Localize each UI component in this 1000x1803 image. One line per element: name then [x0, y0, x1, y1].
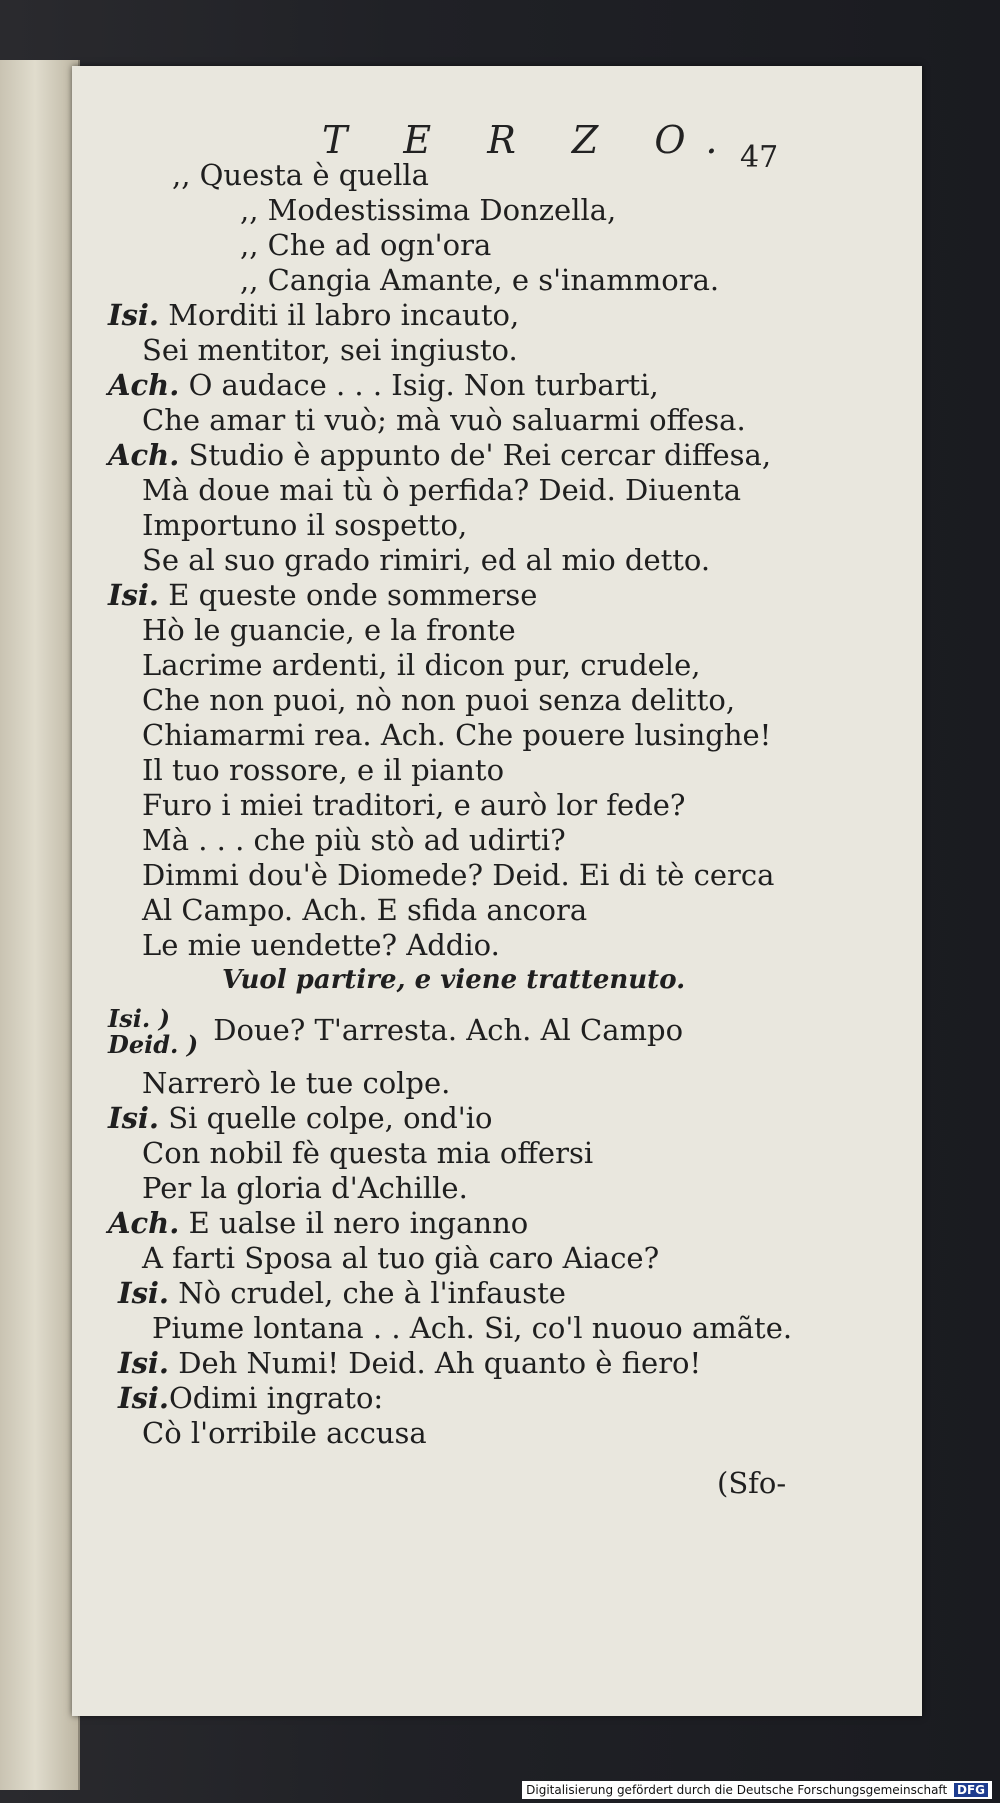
speaker-label: Ach. [108, 438, 180, 472]
text-line: ,, Questa è quella [172, 158, 429, 192]
page-title: T E R Z O. [322, 118, 740, 162]
speaker-label: Isi. [108, 298, 160, 332]
footer-text: Digitalisierung gefördert durch die Deutsche Forschungsgemeinschaft [526, 1783, 948, 1797]
text-line: Isi. Si quelle colpe, ond'io [108, 1101, 493, 1135]
text-line: Al Campo. Ach. E sfida ancora [142, 893, 588, 927]
text-line: Lacrime ardenti, il dicon pur, crudele, [142, 648, 701, 682]
text-line: Dimmi dou'è Diomede? Deid. Ei di tè cerca [142, 858, 775, 892]
speaker-label: Isi. [108, 1101, 160, 1135]
text-line: Mà doue mai tù ò perfida? Deid. Diuenta [142, 473, 742, 507]
text-line: Isi. Morditi il labro incauto, [108, 298, 520, 332]
speaker-label: Isi. [108, 578, 160, 612]
text-line: Chiamarmi rea. Ach. Che pouere lusinghe! [142, 718, 772, 752]
text-line: Isi.Odimi ingrato: [118, 1381, 384, 1415]
text-line: ,, Cangia Amante, e s'inammora. [240, 263, 720, 297]
text-line: A farti Sposa al tuo già caro Aiace? [142, 1241, 660, 1275]
text-line: Narrerò le tue colpe. [142, 1066, 451, 1100]
book-page [72, 66, 922, 1716]
text-line: Mà . . . che più stò ad udirti? [142, 823, 566, 857]
text-line: Ach. O audace . . . Isig. Non turbarti, [108, 368, 659, 402]
speaker-label: Isi. ) Deid. ) [108, 1004, 199, 1059]
text-line: Cò l'orribile accusa [142, 1416, 427, 1450]
page-content [72, 66, 922, 1716]
text-line: Isi. E queste onde sommerse [108, 578, 538, 612]
text-line: Il tuo rossore, e il pianto [142, 753, 505, 787]
text-line: Importuno il sospetto, [142, 508, 468, 542]
footer-credit [522, 1781, 992, 1799]
speaker-label: Isi. [118, 1276, 170, 1310]
page-number: 47 [740, 140, 779, 175]
text-line: Ach. Studio è appunto de' Rei cercar diffesa, [108, 438, 772, 472]
text-line: Ach. E ualse il nero inganno [108, 1206, 529, 1240]
text-line: Che amar ti vuò; mà vuò saluarmi offesa. [142, 403, 746, 437]
dfg-logo: DFG [954, 1783, 988, 1797]
text-line: Per la gloria d'Achille. [142, 1171, 468, 1205]
speaker-label: Isi. [118, 1346, 170, 1380]
text-line: Con nobil fè questa mia offersi [142, 1136, 594, 1170]
speaker-label: Ach. [108, 368, 180, 402]
text-line: ,, Modestissima Donzella, [240, 193, 617, 227]
text-line: Isi. Nò crudel, che à l'infauste [118, 1276, 566, 1310]
book-spine [0, 60, 80, 1790]
text-line: ,, Che ad ogn'ora [240, 228, 492, 262]
text-line: Che non puoi, nò non puoi senza delitto, [142, 683, 736, 717]
text-line: Hò le guancie, e la fronte [142, 613, 516, 647]
stage-direction: Vuol partire, e viene trattenuto. [222, 965, 686, 995]
text-line: Furo i miei traditori, e aurò lor fede? [142, 788, 686, 822]
text-line: Isi. Deh Numi! Deid. Ah quanto è fiero! [118, 1346, 702, 1380]
catchword: (Sfo- [717, 1466, 787, 1500]
text-line: Se al suo grado rimiri, ed al mio detto. [142, 543, 711, 577]
text-line: Le mie uendette? Addio. [142, 928, 500, 962]
text-line: Piume lontana . . Ach. Si, co'l nuouo amãte. [152, 1311, 793, 1345]
speaker-label: Isi. [118, 1381, 170, 1415]
text-line: Sei mentitor, sei ingiusto. [142, 333, 518, 367]
speaker-label: Ach. [108, 1206, 180, 1240]
text-line: Isi. ) Deid. ) Doue? T'arresta. Ach. Al Campo [108, 1004, 684, 1059]
